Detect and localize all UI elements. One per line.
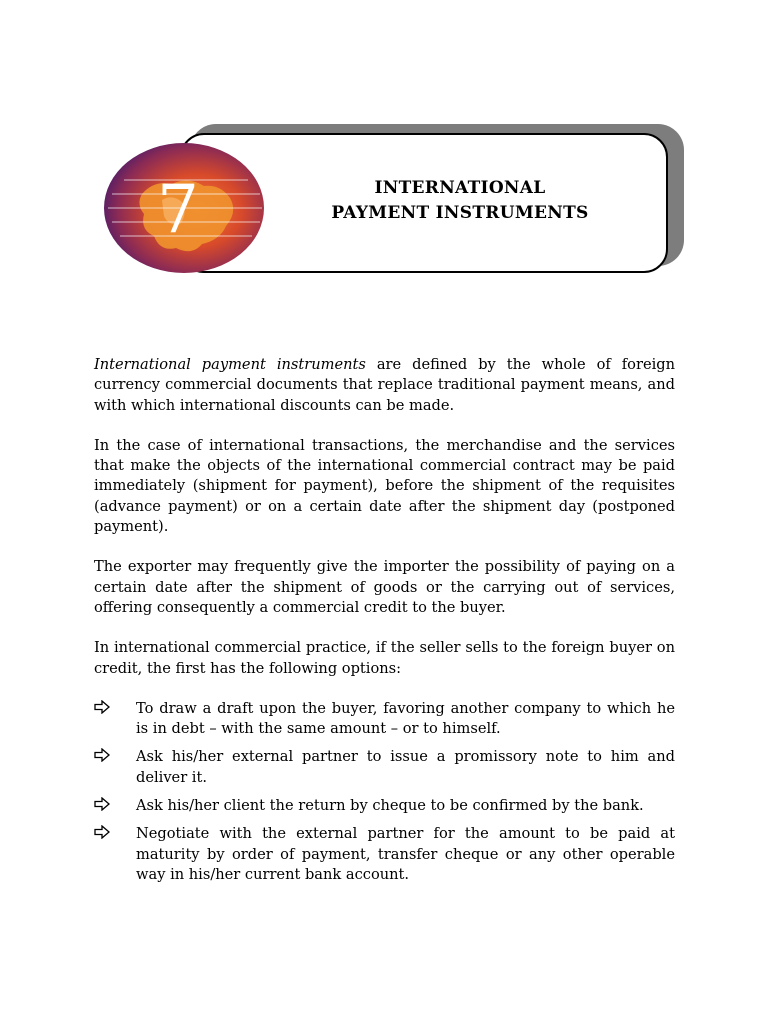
intro-paragraph [94, 355, 675, 416]
hollow-right-arrow-icon [94, 748, 110, 762]
hollow-right-arrow-icon [94, 700, 110, 714]
option-item [94, 824, 675, 885]
defined-term: International payment instruments [94, 356, 366, 373]
body-paragraph: The exporter may frequently give the importer the possibility of paying on a certain date after the shipment of goods or the carrying out of services, offering consequently a commercial credit to the buyer. [94, 558, 675, 616]
option-text: Negotiate with the external partner for the amount to be paid at maturity by order of payment, transfer cheque or any other operable way in his/her current bank account. [136, 825, 675, 883]
body-paragraph: In the case of international transactions, the merchandise and the services that make the objects of the international commercial contract may be paid immediately (shipment for payment), before the shipment of the requisites (advance payment) or on a certain date after the shipment day (postponed payment). [94, 436, 675, 536]
options-list [94, 699, 675, 885]
chapter-title-line2: PAYMENT INSTRUMENTS [331, 203, 589, 223]
option-text: To draw a draft upon the buyer, favoring another company to which he is in debt – with the same amount – or to himself. [136, 699, 675, 738]
hollow-right-arrow-icon [94, 825, 110, 839]
chapter-body [94, 355, 675, 893]
intro-text: are defined by the whole of foreign currency commercial documents that replace traditional payment means, and with which international discounts can be made. [94, 356, 675, 414]
option-text: Ask his/her client the return by cheque to be confirmed by the bank. [136, 797, 644, 815]
option-item [94, 747, 675, 788]
option-item [94, 796, 675, 816]
chapter-number: 7 [157, 171, 199, 248]
chapter-title [210, 176, 710, 226]
option-text: Ask his/her external partner to issue a promissory note to him and deliver it. [136, 748, 675, 786]
chapter-header [100, 120, 690, 285]
body-paragraph: In international commercial practice, if the seller sells to the foreign buyer on credit, the first has the following options: [94, 639, 675, 677]
chapter-title-line1: INTERNATIONAL [374, 178, 546, 198]
option-item [94, 699, 675, 740]
hollow-right-arrow-icon [94, 797, 110, 811]
